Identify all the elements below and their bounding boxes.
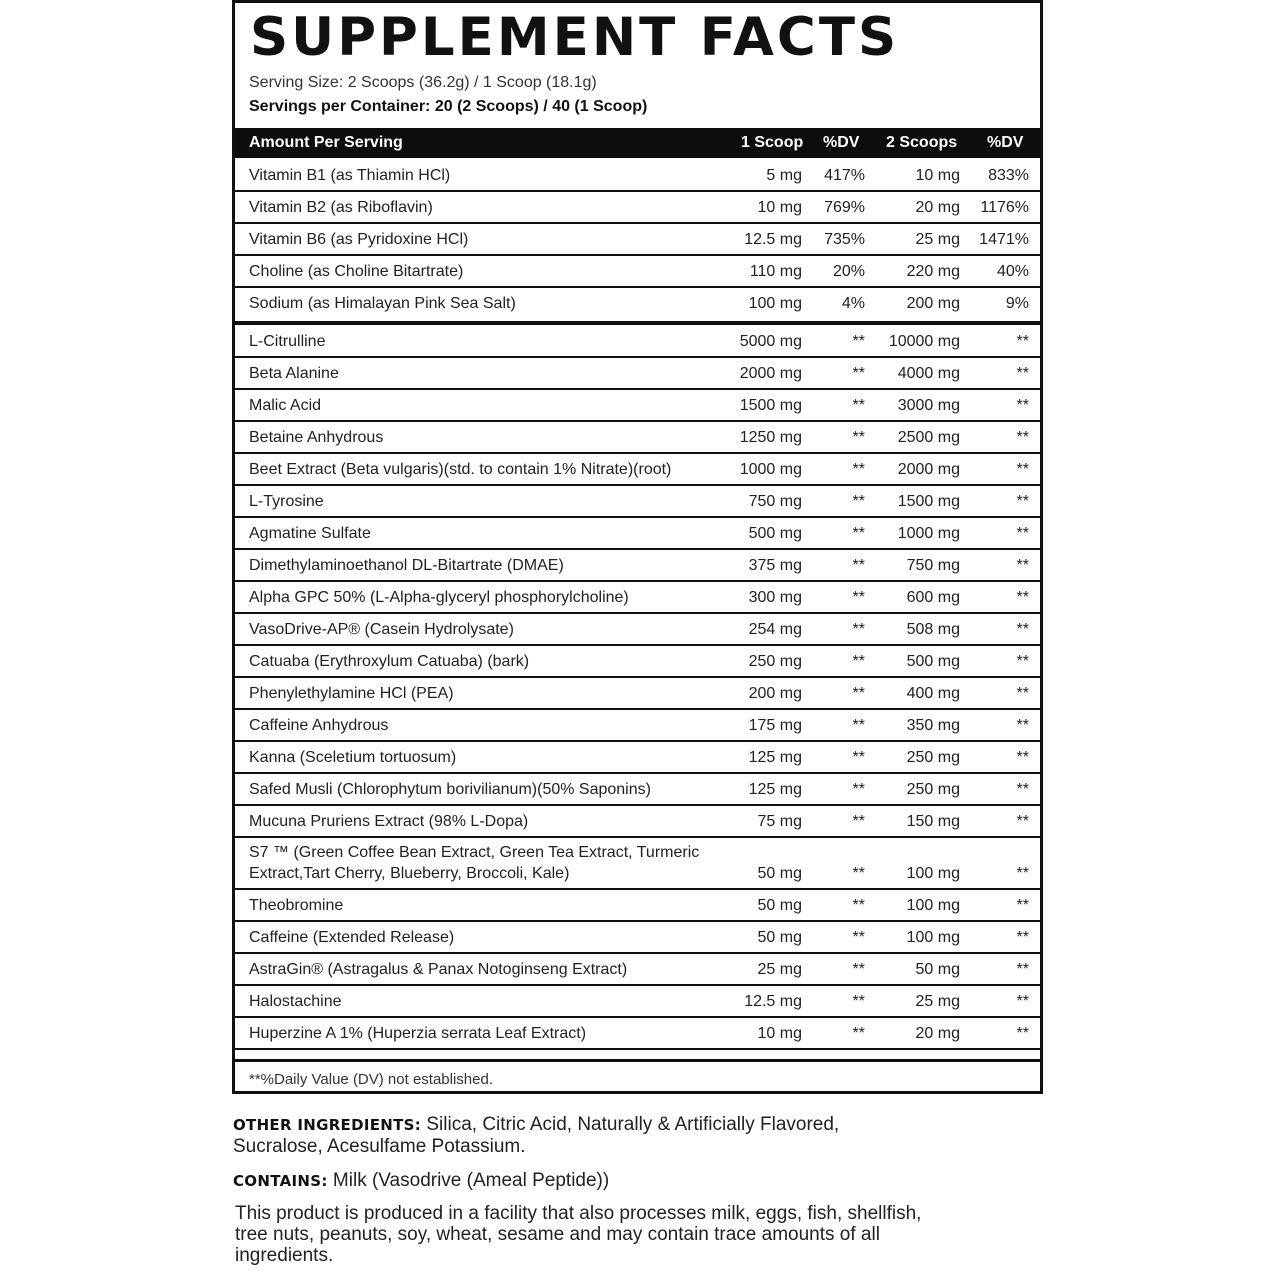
dv-1-scoop: ** [852, 557, 865, 574]
dv-2-scoops: ** [1016, 589, 1029, 606]
ingredient-name: Sodium (as Himalayan Pink Sea Salt) [249, 295, 516, 312]
dv-2-scoops: ** [1016, 717, 1029, 734]
amount-2-scoops: 10000 mg [888, 333, 960, 350]
dv-2-scoops: ** [1016, 621, 1029, 638]
column-header-dv-1: %DV [823, 134, 860, 151]
vitamin-rows [235, 160, 1040, 318]
dv-1-scoop: 4% [841, 295, 865, 312]
amount-2-scoops: 1500 mg [897, 493, 960, 510]
amount-1-scoop: 1500 mg [739, 397, 802, 414]
ingredient-name: Choline (as Choline Bitartrate) [249, 263, 464, 280]
table-header [235, 128, 1040, 158]
column-header-amount: Amount Per Serving [249, 134, 403, 151]
amount-1-scoop: 50 mg [757, 929, 802, 946]
table-row [235, 422, 1040, 454]
serving-size: Serving Size: 2 Scoops (36.2g) / 1 Scoop (18.1g) [249, 74, 597, 91]
dv-1-scoop: ** [852, 493, 865, 510]
table-row [235, 582, 1040, 614]
dv-2-scoops: ** [1016, 749, 1029, 766]
amount-2-scoops: 10 mg [915, 167, 960, 184]
amount-1-scoop: 25 mg [757, 961, 802, 978]
table-row [235, 954, 1040, 986]
dv-1-scoop: ** [852, 993, 865, 1010]
column-header-1-scoop: 1 Scoop [741, 134, 804, 151]
table-row [235, 288, 1040, 318]
dv-1-scoop: ** [852, 813, 865, 830]
ingredient-name: Vitamin B6 (as Pyridoxine HCl) [249, 231, 469, 248]
ingredient-name: Dimethylaminoethanol DL-Bitartrate (DMAE) [249, 557, 564, 574]
dv-2-scoops: ** [1016, 929, 1029, 946]
amount-2-scoops: 2500 mg [897, 429, 960, 446]
amount-1-scoop: 250 mg [748, 653, 802, 670]
table-row [235, 710, 1040, 742]
page-title: SUPPLEMENT FACTS [250, 7, 900, 68]
dv-2-scoops: ** [1016, 557, 1029, 574]
ingredient-name: S7 ™ (Green Coffee Bean Extract, Green Tea Extract, Turmeric Extract,Tart Cherry, Blueberry, Broccoli, Kale) [249, 844, 700, 882]
table-row [235, 838, 1040, 890]
dv-2-scoops: ** [1016, 685, 1029, 702]
table-row [235, 986, 1040, 1018]
amount-2-scoops: 750 mg [906, 557, 960, 574]
dv-2-scoops: ** [1016, 365, 1029, 382]
amount-1-scoop: 5000 mg [739, 333, 802, 350]
dv-2-scoops: ** [1016, 397, 1029, 414]
amount-2-scoops: 100 mg [906, 897, 960, 914]
dv-2-scoops: ** [1016, 1025, 1029, 1042]
ingredient-name: Vitamin B1 (as Thiamin HCl) [249, 167, 451, 184]
dv-2-scoops: ** [1016, 993, 1029, 1010]
amount-2-scoops: 350 mg [906, 717, 960, 734]
dv-2-scoops: 1176% [980, 199, 1029, 216]
table-row [235, 518, 1040, 550]
ingredient-name: Beet Extract (Beta vulgaris)(std. to contain 1% Nitrate)(root) [249, 461, 672, 478]
table-row [235, 358, 1040, 390]
table-row [235, 678, 1040, 710]
amount-2-scoops: 25 mg [915, 231, 960, 248]
ingredient-name: Vitamin B2 (as Riboflavin) [249, 199, 433, 216]
facility-note: This product is produced in a facility that also processes milk, eggs, fish, shellfish, tree nuts, peanuts, soy, wheat, sesame and may contain trace amounts of all ingredients. [235, 1203, 922, 1266]
ingredient-name: Halostachine [249, 993, 342, 1010]
table-row [235, 256, 1040, 288]
amount-1-scoop: 1000 mg [739, 461, 802, 478]
ingredient-name: L-Tyrosine [249, 493, 324, 510]
table-row [235, 742, 1040, 774]
section-divider [235, 321, 1040, 325]
table-row [235, 614, 1040, 646]
amount-2-scoops: 200 mg [906, 295, 960, 312]
table-row [235, 922, 1040, 954]
amount-1-scoop: 10 mg [757, 199, 802, 216]
column-header-dv-2: %DV [987, 134, 1024, 151]
table-row [235, 160, 1040, 192]
dv-2-scoops: ** [1016, 961, 1029, 978]
ingredient-name: L-Citrulline [249, 333, 326, 350]
dv-2-scoops: 833% [988, 167, 1029, 184]
dv-1-scoop: ** [852, 653, 865, 670]
dv-1-scoop: ** [852, 461, 865, 478]
ingredient-name: AstraGin® (Astragalus & Panax Notoginseng Extract) [249, 961, 628, 978]
ingredient-name: Huperzine A 1% (Huperzia serrata Leaf Extract) [249, 1025, 587, 1042]
other-ingredients-text: Silica, Citric Acid, Naturally & Artificially Flavored, Sucralose, Acesulfame Potassium. [233, 1114, 840, 1157]
dv-2-scoops: 1471% [979, 231, 1029, 248]
dv-2-scoops: ** [1016, 813, 1029, 830]
ingredient-name: Catuaba (Erythroxylum Catuaba) (bark) [249, 653, 530, 670]
dv-1-scoop: 769% [824, 199, 865, 216]
dv-1-scoop: 417% [824, 167, 865, 184]
dv-1-scoop: ** [852, 525, 865, 542]
dv-1-scoop: ** [852, 781, 865, 798]
dv-1-scoop: ** [852, 589, 865, 606]
ingredient-name: Beta Alanine [249, 365, 339, 382]
amount-2-scoops: 50 mg [915, 961, 960, 978]
amount-2-scoops: 20 mg [915, 199, 960, 216]
dv-1-scoop: ** [852, 961, 865, 978]
amount-1-scoop: 125 mg [748, 749, 802, 766]
amount-1-scoop: 750 mg [748, 493, 802, 510]
other-ingredients-label: OTHER INGREDIENTS: [233, 1116, 422, 1134]
dv-2-scoops: 40% [996, 263, 1029, 280]
table-row [235, 486, 1040, 518]
amount-2-scoops: 250 mg [906, 749, 960, 766]
dv-1-scoop: ** [852, 685, 865, 702]
ingredient-name: Mucuna Pruriens Extract (98% L-Dopa) [249, 813, 529, 830]
amount-1-scoop: 1250 mg [739, 429, 802, 446]
dv-1-scoop: ** [852, 865, 865, 882]
table-row [235, 454, 1040, 486]
dv-1-scoop: 735% [824, 231, 865, 248]
amount-2-scoops: 4000 mg [897, 365, 960, 382]
amount-2-scoops: 100 mg [906, 865, 960, 882]
dv-1-scoop: ** [852, 397, 865, 414]
amount-1-scoop: 10 mg [757, 1025, 802, 1042]
dv-1-scoop: ** [852, 365, 865, 382]
servings-per-container: Servings per Container: 20 (2 Scoops) / 40 (1 Scoop) [249, 98, 648, 115]
amount-1-scoop: 254 mg [748, 621, 802, 638]
ingredient-name: Phenylethylamine HCl (PEA) [249, 685, 454, 702]
table-row [235, 224, 1040, 256]
table-row [235, 774, 1040, 806]
amount-2-scoops: 20 mg [915, 1025, 960, 1042]
dv-1-scoop: ** [852, 717, 865, 734]
table-row [235, 890, 1040, 922]
amount-1-scoop: 125 mg [748, 781, 802, 798]
amount-1-scoop: 100 mg [748, 295, 802, 312]
amount-2-scoops: 150 mg [906, 813, 960, 830]
dv-2-scoops: ** [1016, 897, 1029, 914]
dv-2-scoops: ** [1016, 333, 1029, 350]
amount-1-scoop: 175 mg [748, 717, 802, 734]
ingredient-name: VasoDrive-AP® (Casein Hydrolysate) [249, 621, 514, 638]
dv-1-scoop: ** [852, 429, 865, 446]
dv-1-scoop: ** [852, 621, 865, 638]
ingredient-name: Safed Musli (Chlorophytum borivilianum)(50% Saponins) [249, 781, 651, 798]
dv-2-scoops: ** [1016, 429, 1029, 446]
table-row [235, 550, 1040, 582]
column-header-2-scoops: 2 Scoops [886, 134, 958, 151]
amount-1-scoop: 110 mg [749, 263, 802, 280]
other-ingredients [233, 1114, 913, 1158]
dv-1-scoop: 20% [832, 263, 865, 280]
dv-1-scoop: ** [852, 929, 865, 946]
dv-2-scoops: ** [1016, 865, 1029, 882]
dv-2-scoops: ** [1016, 493, 1029, 510]
table-row [235, 390, 1040, 422]
amount-1-scoop: 300 mg [748, 589, 802, 606]
ingredient-name: Agmatine Sulfate [249, 525, 371, 542]
amount-2-scoops: 2000 mg [897, 461, 960, 478]
ingredient-rows [235, 326, 1040, 1050]
table-row [235, 646, 1040, 678]
contains-text: Milk (Vasodrive (Ameal Peptide)) [327, 1170, 610, 1191]
ingredient-name: Caffeine (Extended Release) [249, 929, 455, 946]
ingredient-name: Betaine Anhydrous [249, 429, 384, 446]
supplement-facts-panel [232, 0, 1043, 1094]
contains-allergens [233, 1170, 609, 1192]
amount-1-scoop: 200 mg [748, 685, 802, 702]
dv-2-scoops: ** [1016, 461, 1029, 478]
contains-label: CONTAINS: [233, 1172, 328, 1190]
dv-2-scoops: 9% [1005, 295, 1029, 312]
ingredient-name: Alpha GPC 50% (L-Alpha-glyceryl phosphorylcholine) [249, 589, 629, 606]
footnote: **%Daily Value (DV) not established. [249, 1071, 494, 1088]
amount-2-scoops: 600 mg [906, 589, 960, 606]
ingredient-name: Kanna (Sceletium tortuosum) [249, 749, 457, 766]
amount-1-scoop: 375 mg [748, 557, 802, 574]
dv-1-scoop: ** [852, 333, 865, 350]
amount-1-scoop: 12.5 mg [744, 993, 802, 1010]
amount-2-scoops: 400 mg [906, 685, 960, 702]
table-row [235, 326, 1040, 358]
dv-2-scoops: ** [1016, 781, 1029, 798]
table-row [235, 806, 1040, 838]
amount-2-scoops: 1000 mg [897, 525, 960, 542]
amount-1-scoop: 75 mg [757, 813, 802, 830]
dv-1-scoop: ** [852, 1025, 865, 1042]
dv-1-scoop: ** [852, 749, 865, 766]
amount-1-scoop: 500 mg [748, 525, 802, 542]
ingredient-name: Caffeine Anhydrous [249, 717, 389, 734]
amount-2-scoops: 250 mg [906, 781, 960, 798]
ingredient-name: Malic Acid [249, 397, 322, 414]
footnote-section [235, 1059, 1040, 1097]
amount-2-scoops: 508 mg [906, 621, 960, 638]
table-row [235, 192, 1040, 224]
amount-2-scoops: 220 mg [906, 263, 960, 280]
amount-1-scoop: 2000 mg [739, 365, 802, 382]
amount-1-scoop: 50 mg [757, 865, 802, 882]
table-row [235, 1018, 1040, 1050]
amount-1-scoop: 50 mg [757, 897, 802, 914]
ingredient-name: Theobromine [249, 897, 344, 914]
dv-1-scoop: ** [852, 897, 865, 914]
amount-2-scoops: 3000 mg [897, 397, 960, 414]
dv-2-scoops: ** [1016, 525, 1029, 542]
amount-2-scoops: 100 mg [906, 929, 960, 946]
amount-2-scoops: 25 mg [915, 993, 960, 1010]
dv-2-scoops: ** [1016, 653, 1029, 670]
amount-1-scoop: 12.5 mg [744, 231, 802, 248]
amount-2-scoops: 500 mg [906, 653, 960, 670]
amount-1-scoop: 5 mg [766, 167, 802, 184]
